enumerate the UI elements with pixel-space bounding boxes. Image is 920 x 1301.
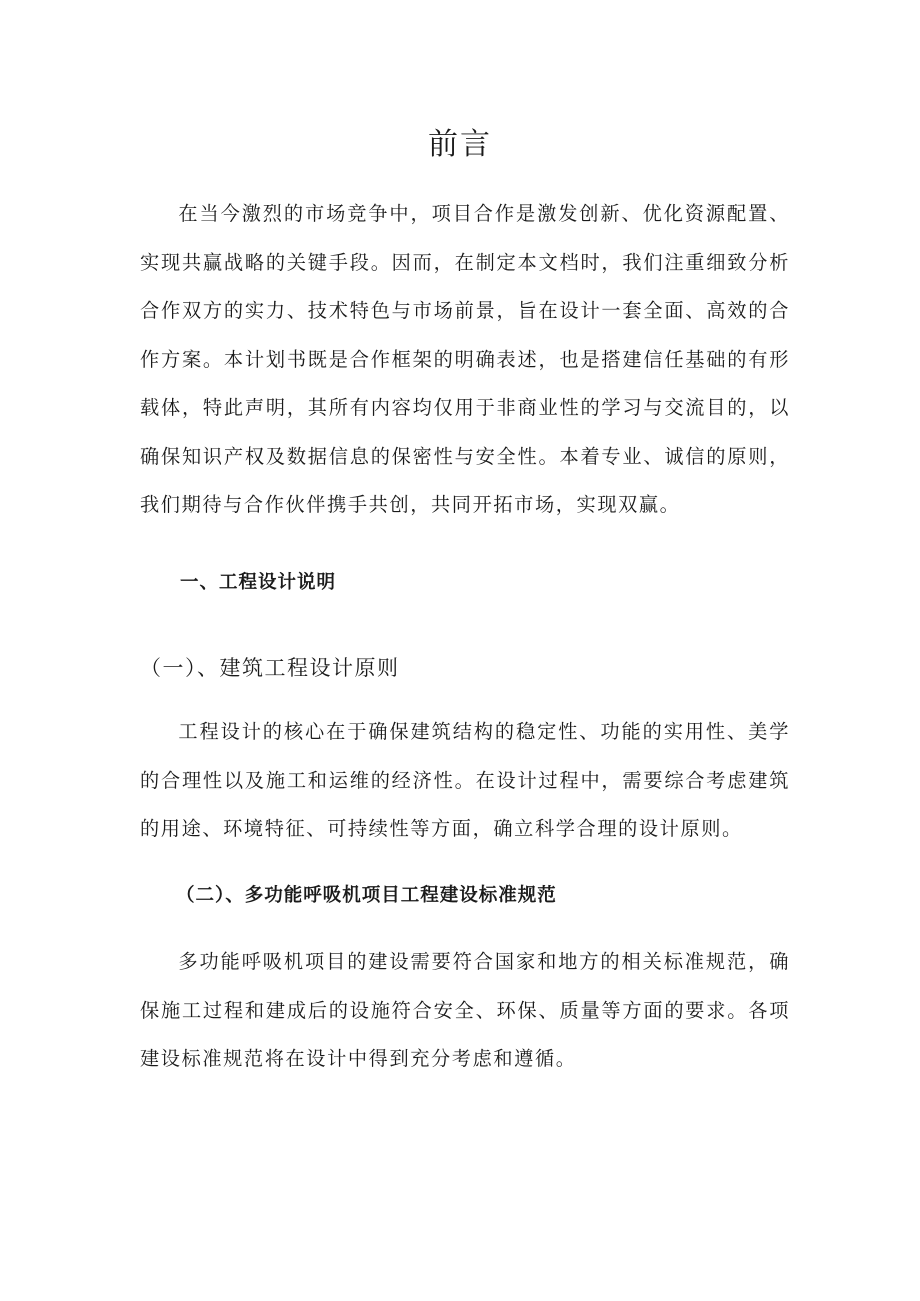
preface-paragraph: 在当今激烈的市场竞争中，项目合作是激发创新、优化资源配置、实现共赢战略的关键手段。因而，在制定本文档时，我们注重细致分析合作双方的实力、技术特色与市场前景，旨在设计一套全面、高效的合作方案。本计划书既是合作框架的明确表述，也是搭建信任基础的有形载体，特此声明，其所有内容均仅用于非商业性的学习与交流目的，以确保知识产权及数据信息的保密性与安全性。本着专业、诚信的原则，我们期待与合作伙伴携手共创，共同开拓市场，实现双赢。 xyxy=(140,202,790,516)
subsection-heading-design-principles: （一）、建筑工程设计原则 xyxy=(140,656,400,680)
design-principles-paragraph: 工程设计的核心在于确保建筑结构的稳定性、功能的实用性、美学的合理性以及施工和运维的经济性。在设计过程中，需要综合考虑建筑的用途、环境特征、可持续性等方面，确立科学合理的设计原则。 xyxy=(140,720,790,840)
page-title: 前言 xyxy=(428,127,492,162)
section-heading-engineering-design: 一、工程设计说明 xyxy=(180,572,337,593)
construction-standards-paragraph: 多功能呼吸机项目的建设需要符合国家和地方的相关标准规范，确保施工过程和建成后的设施符合安全、环保、质量等方面的要求。各项建设标准规范将在设计中得到充分考虑和遵循。 xyxy=(140,950,790,1070)
subsection-heading-construction-standards: （二）、多功能呼吸机项目工程建设标准规范 xyxy=(176,885,557,906)
